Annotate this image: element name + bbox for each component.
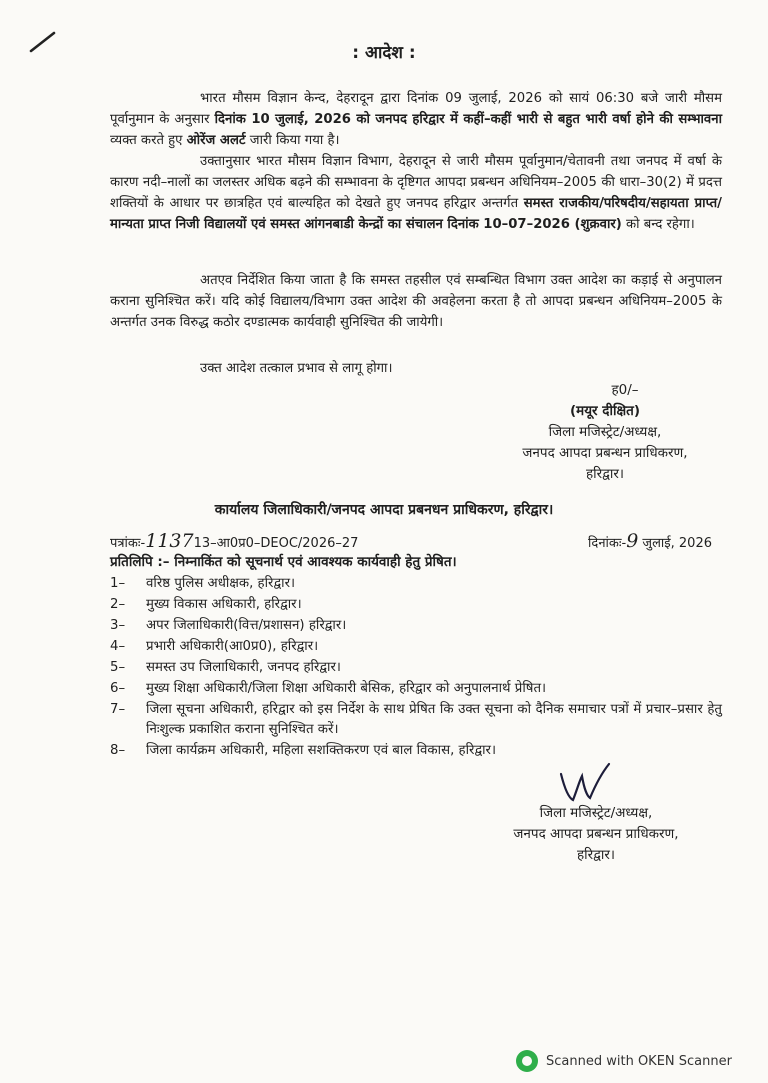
scanner-watermark [516,1050,732,1072]
paragraph-compliance: अतएव निर्देशित किया जाता है कि समस्त तहसील एवं सम्बन्धित विभाग उक्त आदेश का कड़ाई से अनुपालन कराना सुनिश्चित करें। यदि कोई विद्यालय/विभाग उक्त आदेश की अवहेलना करता है तो आपदा प्रबन्धन अधिनियम–2005 के अन्तर्गत उनक विरुद्ध कठोर दण्डात्मक कार्यवाही सुनिश्चित की जायेगी। [110,273,722,330]
letter-number: पत्रांकः-113713–आ0प्र0–DEOC/2026–27 [110,530,359,552]
list-item: 2– मुख्य विकास अधिकारी, हरिद्वार। [110,597,302,612]
recipient-list [110,574,722,762]
signatory-designation: जिला मजिस्ट्रेट/अध्यक्ष, [539,805,653,821]
list-item: 6– मुख्य शिक्षा अधिकारी/जिला शिक्षा अधिकारी बेसिक, हरिद्वार को अनुपालनार्थ प्रेषित। [110,681,547,696]
paragraph-weather-forecast: भारत मौसम विज्ञान केन्द, देहरादून द्वारा दिनांक 09 जुलाई, 2026 को सायं 06:30 बजे जारी मौसम पूर्वानुमान के अनुसार दिनांक 10 जुलाई, 2026 को जनपद हरिद्वार में कहीं–कहीं भारी से बहुत भारी वर्षा होने की सम्भावना व्यक्त करते हुए ओरेंज अलर्ट जारी किया गया है। [110,91,722,148]
paragraph-school-closure: उक्तानुसार भारत मौसम विज्ञान विभाग, देहरादून से जारी मौसम पूर्वानुमान/चेतावनी तथा जनपद में वर्षा के कारण नदी–नालों का जलस्तर अधिक बढ़ने की सम्भावना के दृष्टिगत आपदा प्रबन्धन अधिनियम–2005 की धारा–30(2) में प्रदत्त शक्तियों के आधार पर छात्रहित एवं बाल्यहित को देखते हुए जनपद हरिद्वार अन्तर्गत समस्त राजकीय/परिषदीय/सहायता प्राप्त/मान्यता प्राप्त निजी विद्यालयों एवं समस्त आंगनबाडी केन्द्रों का संचालन दिनांक 10–07–2026 (शुक्रवार) को बन्द रहेगा। [110,154,722,232]
list-item: 7– जिला सूचना अधिकारी, हरिद्वार को इस निर्देश के साथ प्रेषित कि उक्त सूचना को दैनिक समाचार पत्रों में प्रचार–प्रसार हेतु निःशुल्क प्रकाशित कराना सुनिश्चित करें। [110,702,722,737]
reference-row [110,530,712,552]
handwritten-signature [555,760,615,806]
signature-block-copy [476,803,716,866]
list-item: 5– समस्त उप जिलाधिकारी, जनपद हरिद्वार। [110,660,341,675]
signature-block-original [490,380,720,485]
list-item: 8– जिला कार्यक्रम अधिकारी, महिला सशक्तिकरण एवं बाल विकास, हरिद्वार। [110,743,497,758]
signatory-authority: जनपद आपदा प्रबन्धन प्राधिकरण, [513,826,679,842]
signatory-place: हरिद्वार। [576,847,616,863]
office-header: कार्यालय जिलाधिकारी/जनपद आपदा प्रबनधन प्राधिकरण, हरिद्वार। [214,502,554,518]
copy-to-heading: प्रतिलिपि :– निम्नाकिंत को सूचनार्थ एवं आवश्यक कार्यवाही हेतु प्रेषित। [110,554,457,570]
list-item: 3– अपर जिलाधिकारी(वित्त/प्रशासन) हरिद्वार। [110,618,347,633]
signatory-name: (मयूर दीक्षित) [569,403,640,419]
order-heading: : आदेश : [352,43,416,63]
letter-date: दिनांकः-9 जुलाई, 2026 [588,530,712,552]
signatory-designation: जिला मजिस्ट्रेट/अध्यक्ष, [548,424,662,440]
handwritten-day: 9 [626,530,639,552]
signatory-place: हरिद्वार। [585,466,625,482]
list-item: 4– प्रभारी अधिकारी(आ0प्र0), हरिद्वार। [110,639,319,654]
signed-mark: ह0/– [611,382,639,398]
paragraph-effective-immediately: उक्त आदेश तत्काल प्रभाव से लागू होगा। [200,361,393,376]
scanner-logo-icon [516,1050,538,1072]
signatory-authority: जनपद आपदा प्रबन्धन प्राधिकरण, [522,445,688,461]
list-item: 1– वरिष्ठ पुलिस अधीक्षक, हरिद्वार। [110,576,296,591]
watermark-text: Scanned with OKEN Scanner [546,1053,732,1069]
handwritten-number: 1137 [145,530,194,552]
